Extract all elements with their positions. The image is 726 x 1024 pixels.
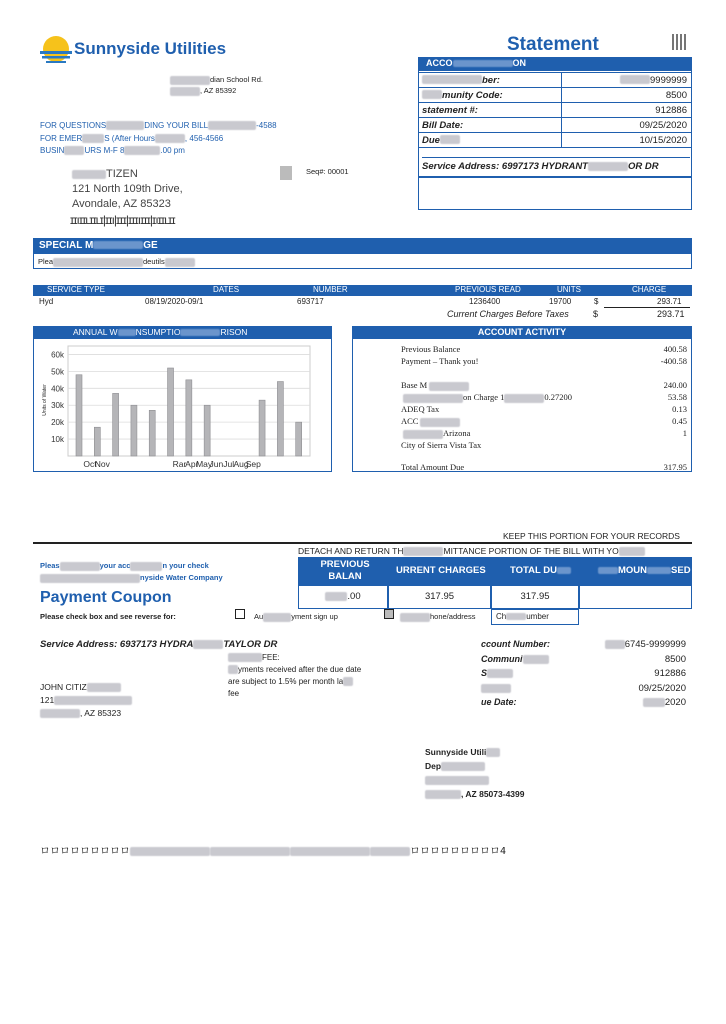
statement-row: Bill Date: 09/25/2020 xyxy=(418,118,692,133)
coupon-detail-value: 912886 xyxy=(654,668,686,679)
statement-details xyxy=(418,72,692,148)
coupon-total-due: 317.95 xyxy=(491,585,579,609)
detach-text: DETACH AND RETURN TH MITTANCE PORTION OF THE BILL WITH YO xyxy=(298,546,645,556)
activity-value: 0.13 xyxy=(672,404,687,414)
statement-box-divider xyxy=(418,176,692,178)
customer-address xyxy=(72,167,183,212)
activity-label: ACC xyxy=(401,416,419,426)
usage-chart-header: ANNUAL W NSUMPTIO RISON xyxy=(33,326,332,339)
coupon-detail-label xyxy=(481,683,511,693)
qr-code-small xyxy=(280,166,292,180)
chart-bar xyxy=(94,427,100,456)
coupon-detail-label: ccount Number: xyxy=(481,639,551,649)
activity-row xyxy=(401,416,687,427)
contact-info: FOR QUESTIONS DING YOUR BILL -4588 FOR EMER S (After Hours , 456-4566 BUSIN URS M-F 8 .00 pm xyxy=(40,121,277,155)
customer-name: TIZEN xyxy=(106,168,138,180)
postal-barcode: ɪɪıɪɪʟɪɪʟɪ|ɪɪı|ɪɪɪ|ɪɪɪıɪɪɪ|ɪıɪɪʟɪɪ xyxy=(70,213,175,227)
keep-portion-text: KEEP THIS PORTION FOR YOUR RECORDS xyxy=(503,531,680,541)
activity-label: Previous Balance xyxy=(401,344,461,354)
chart-ytick-label: 50k xyxy=(51,367,64,377)
company-address: dian School Rd. , AZ 85392 xyxy=(170,74,263,96)
special-message-header: SPECIAL M GE xyxy=(33,238,692,254)
statement-row: munity Code: 8500 xyxy=(418,88,692,103)
address-change-checkbox[interactable] xyxy=(384,609,394,619)
statement-row: ber: 9999999 xyxy=(418,73,692,88)
autopay-label: Au yment sign up xyxy=(254,612,338,621)
activity-label: Arizona xyxy=(443,428,471,438)
activity-row xyxy=(401,404,687,414)
address-change-label: hone/address xyxy=(400,612,475,622)
chart-ytick-label: 20k xyxy=(51,418,64,428)
chart-xtick-label: Aug xyxy=(233,459,249,469)
service-table-header: SERVICE TYPE DATES NUMBER PREVIOUS READ UNITS CHARGE xyxy=(33,285,692,296)
activity-total: Total Amount Due 317.95 xyxy=(401,462,687,472)
coupon-detail-label: ue Date: xyxy=(481,697,517,707)
chart-bar xyxy=(296,422,302,456)
coupon-detail-label: Communi xyxy=(481,654,549,664)
activity-value: 400.58 xyxy=(663,344,687,354)
coupon-detail-label: S xyxy=(481,668,513,678)
activity-value: 0.45 xyxy=(672,416,687,426)
chart-xtick-label: Apr xyxy=(185,459,199,469)
activity-row xyxy=(401,440,687,450)
coupon-detail-value: 2020 xyxy=(643,697,686,708)
chart-bar xyxy=(168,368,174,456)
sequence-number: Seq#: 00001 xyxy=(306,167,349,176)
chart-ytick-label: 40k xyxy=(51,384,64,394)
autopay-checkbox[interactable] xyxy=(235,609,245,619)
company-name: Sunnyside Utilities xyxy=(74,39,227,58)
chart-bar xyxy=(131,405,137,456)
company-logo xyxy=(38,32,74,68)
statement-service-address: Service Address: 6997173 HYDRANT OR DR xyxy=(422,157,690,172)
chart-bar xyxy=(204,405,210,456)
chart-bar xyxy=(259,400,265,456)
chart-ytick-label: 60k xyxy=(51,350,64,360)
activity-value: -400.58 xyxy=(660,356,687,366)
activity-label: Payment – Thank you! xyxy=(401,356,479,366)
check-box-text: Please check box and see reverse for: xyxy=(40,612,176,621)
usage-chart xyxy=(34,340,331,470)
activity-value: 53.58 xyxy=(667,392,687,402)
coupon-customer-address: JOHN CITIZ 121 , AZ 85323 xyxy=(40,681,132,720)
activity-label: on Charge 1 xyxy=(463,392,505,402)
activity-row: on Charge 1 0.27200 53.58 xyxy=(401,392,687,403)
chart-xtick-label: Sep xyxy=(245,459,261,469)
chart-bar xyxy=(186,380,192,456)
chart-bar xyxy=(113,393,119,456)
ocr-scanline: ロロロロロロロロロ ロロロロロロロロロ4 xyxy=(40,846,507,857)
activity-label: ADEQ Tax xyxy=(401,404,440,414)
chart-xtick-label: May xyxy=(196,459,213,469)
statement-row: statement #: 912886 xyxy=(418,103,692,118)
coupon-table-header: PREVIOUS BALAN URRENT CHARGES TOTAL DU MOUN SED xyxy=(298,557,692,585)
chart-xtick-label: Oct xyxy=(83,459,97,469)
coupon-detail-value: 6745-9999999 xyxy=(605,639,686,650)
special-message-text: Plea deutils xyxy=(38,257,195,267)
subtotal-row: Current Charges Before Taxes $ 293.71 xyxy=(447,309,685,319)
activity-value: 1 xyxy=(682,428,687,438)
chart-bar xyxy=(149,410,155,456)
statement-header-bar: ACCO ON xyxy=(418,57,692,71)
coupon-service-address: Service Address: 6937173 HYDRA TAYLOR DR xyxy=(40,639,278,650)
chart-ytick-label: 30k xyxy=(51,401,64,411)
service-row: Hyd 08/19/2020-09/1 693717 1236400 19700 $ 293.71 xyxy=(39,297,682,306)
qr-code xyxy=(672,34,688,50)
customer-street: 121 North 109th Drive, xyxy=(72,183,183,195)
chart-xtick-label: Jun xyxy=(209,459,224,469)
statement-row: Due 10/15/2020 xyxy=(418,133,692,148)
detach-line xyxy=(33,542,692,544)
chart-xtick-label: Jul xyxy=(223,459,235,469)
activity-value: 240.00 xyxy=(663,380,687,390)
late-fee-notice: FEE: yments received after the due date are subject to 1.5% per month la fee xyxy=(228,653,362,698)
chart-bar xyxy=(277,382,283,456)
activity-label: City of Sierra Vista Tax xyxy=(401,440,482,450)
coupon-previous-balance: .00 xyxy=(298,585,388,609)
coupon-detail-value: 8500 xyxy=(664,653,686,665)
coupon-instructions: Pleas your acc n your check nyside Water Company xyxy=(40,561,223,582)
activity-row xyxy=(401,356,687,366)
coupon-detail-value: 09/25/2020 xyxy=(638,682,686,694)
activity-row xyxy=(401,344,687,354)
remit-address: Sunnyside Utili Dep , AZ 85073-4399 xyxy=(425,747,525,799)
chart-ytick-label: 10k xyxy=(51,435,64,445)
activity-label: Base M xyxy=(401,380,428,390)
payment-coupon-title: Payment Coupon xyxy=(40,589,172,606)
activity-row xyxy=(401,428,687,439)
chart-bar xyxy=(76,375,82,456)
chart-xtick-label: Nov xyxy=(94,459,110,469)
chart-xtick-label: Rar xyxy=(172,459,187,469)
coupon-current-charges: 317.95 xyxy=(388,585,491,609)
customer-city: Avondale, AZ 85323 xyxy=(72,198,171,210)
activity-row xyxy=(401,380,687,391)
check-number-field[interactable]: Ch umber xyxy=(491,609,579,625)
account-activity-header: ACCOUNT ACTIVITY xyxy=(352,326,692,339)
statement-title: Statement xyxy=(507,34,599,55)
coupon-amount-enclosed[interactable] xyxy=(579,585,692,609)
usage-chart-ylabel: Units of Water xyxy=(42,384,48,416)
